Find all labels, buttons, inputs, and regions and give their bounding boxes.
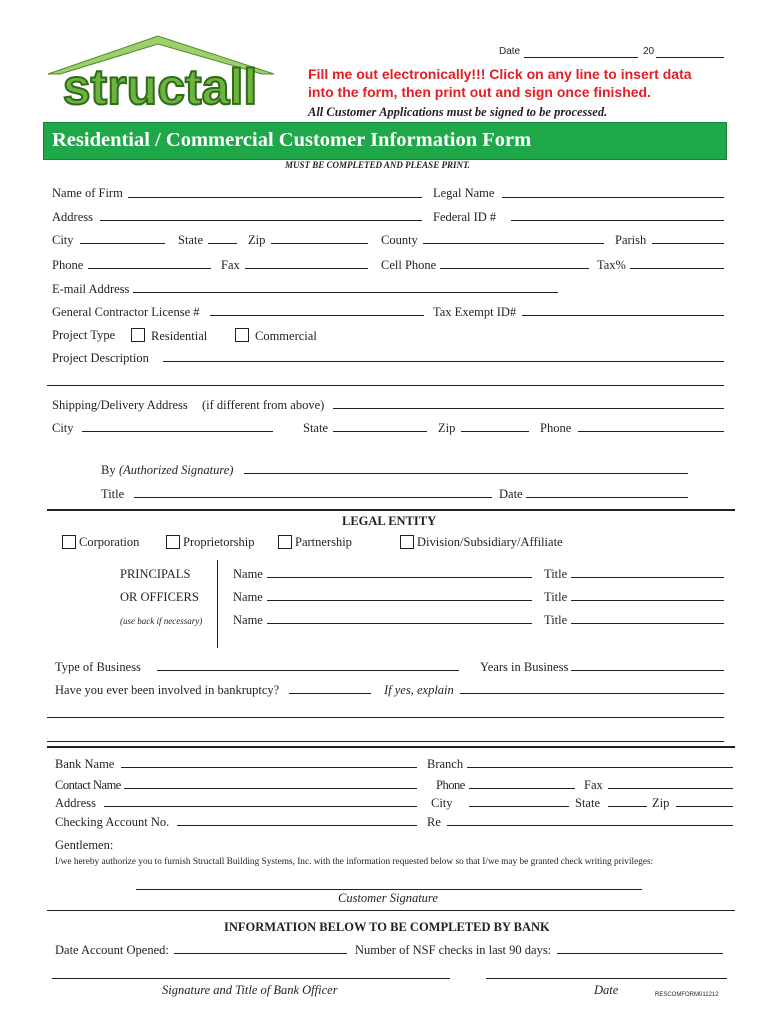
tax-exempt-label: Tax Exempt ID# <box>433 305 517 319</box>
division-checkbox[interactable] <box>400 535 414 549</box>
partnership-label: Partnership <box>295 535 352 549</box>
proprietorship-label: Proprietorship <box>183 535 255 549</box>
bankruptcy-explain-field-3[interactable] <box>47 741 724 742</box>
cell-phone-label: Cell Phone <box>381 258 437 272</box>
legal-entity-heading: LEGAL ENTITY <box>342 514 437 528</box>
shipping-phone-label: Phone <box>540 421 572 435</box>
division-label: Division/Subsidiary/Affiliate <box>417 535 563 549</box>
re-field[interactable] <box>447 825 733 826</box>
header-date-field[interactable] <box>524 57 638 58</box>
section-divider <box>47 509 735 511</box>
shipping-address-field[interactable] <box>333 408 724 409</box>
project-description-label: Project Description <box>52 351 149 365</box>
shipping-zip-label: Zip <box>438 421 456 435</box>
phone-field[interactable] <box>88 268 211 269</box>
state-label: State <box>178 233 203 247</box>
year-prefix: 20 <box>643 46 655 57</box>
county-label: County <box>381 233 418 247</box>
name-of-firm-field[interactable] <box>128 197 422 198</box>
contact-name-field[interactable] <box>124 788 417 789</box>
fax-label: Fax <box>221 258 240 272</box>
bank-name-field[interactable] <box>121 767 417 768</box>
project-description-field[interactable] <box>163 361 724 362</box>
shipping-phone-field[interactable] <box>578 431 724 432</box>
authorized-signature-field[interactable] <box>244 473 688 474</box>
zip-label: Zip <box>248 233 266 247</box>
signed-notice: All Customer Applications must be signed to be processed. <box>308 105 608 119</box>
nsf-label: Number of NSF checks in last 90 days: <box>355 943 552 957</box>
tax-exempt-field[interactable] <box>522 315 724 316</box>
years-in-business-label: Years in Business <box>480 660 569 674</box>
title-banner <box>43 122 727 160</box>
principal-2-title-label: Title <box>544 590 568 604</box>
signer-title-label: Title <box>101 487 125 501</box>
bank-name-label: Bank Name <box>55 757 115 771</box>
business-type-label: Type of Business <box>55 660 141 674</box>
tax-percent-field[interactable] <box>630 268 724 269</box>
principal-2-name-field[interactable] <box>267 600 532 601</box>
bank-state-label: State <box>575 796 600 810</box>
gc-license-label: General Contractor License # <box>52 305 200 319</box>
state-field[interactable] <box>208 243 237 244</box>
if-yes-label: If yes, explain <box>384 683 454 697</box>
principal-2-title-field[interactable] <box>571 600 724 601</box>
gc-license-field[interactable] <box>210 315 424 316</box>
city-field[interactable] <box>80 243 165 244</box>
phone-label: Phone <box>52 258 84 272</box>
authorize-text: I/we hereby authorize you to furnish Structall Building Systems, Inc. with the information requested below so that I/we may be granted check writing privileges: <box>55 857 654 867</box>
principal-1-title-label: Title <box>544 567 568 581</box>
bank-fax-label: Fax <box>584 778 603 792</box>
bank-phone-field[interactable] <box>469 788 575 789</box>
principals-divider <box>217 560 218 648</box>
notice-line-1: Fill me out electronically!!! Click on any line to insert data <box>308 66 692 82</box>
years-in-business-field[interactable] <box>571 670 724 671</box>
shipping-state-label: State <box>303 421 328 435</box>
principal-3-title-field[interactable] <box>571 623 724 624</box>
shipping-zip-field[interactable] <box>461 431 529 432</box>
bank-city-field[interactable] <box>469 806 569 807</box>
section-divider-2 <box>47 746 735 748</box>
legal-name-label: Legal Name <box>433 186 495 200</box>
form-code: RESCOMFORM011212 <box>655 992 719 998</box>
principals-label: PRINCIPALS <box>120 567 191 581</box>
parish-label: Parish <box>615 233 647 247</box>
logo <box>40 30 280 115</box>
principal-3-title-label: Title <box>544 613 568 627</box>
bankruptcy-explain-field[interactable] <box>460 693 724 694</box>
principal-3-name-field[interactable] <box>267 623 532 624</box>
zip-field[interactable] <box>271 243 368 244</box>
residential-label: Residential <box>151 329 208 343</box>
bankruptcy-explain-field-2[interactable] <box>47 717 724 718</box>
checking-label: Checking Account No. <box>55 815 170 829</box>
tax-percent-label: Tax% <box>597 258 626 272</box>
principal-2-name-label: Name <box>233 590 263 604</box>
principal-1-name-label: Name <box>233 567 263 581</box>
proprietorship-checkbox[interactable] <box>166 535 180 549</box>
contact-name-label: Contact Name <box>55 778 121 792</box>
parish-field[interactable] <box>652 243 724 244</box>
or-officers-label: OR OFFICERS <box>120 590 199 604</box>
customer-signature-label: Customer Signature <box>338 891 438 905</box>
officer-date-field[interactable] <box>486 978 727 979</box>
name-of-firm-label: Name of Firm <box>52 186 123 200</box>
business-type-field[interactable] <box>157 670 459 671</box>
date-opened-field[interactable] <box>174 953 347 954</box>
bank-fax-field[interactable] <box>608 788 733 789</box>
header-year-field[interactable] <box>656 57 724 58</box>
logo-roof-icon <box>40 30 280 115</box>
bank-zip-label: Zip <box>652 796 670 810</box>
bank-zip-field[interactable] <box>676 806 733 807</box>
logo-text: structall <box>62 59 258 115</box>
bank-address-label: Address <box>55 796 96 810</box>
county-field[interactable] <box>423 243 604 244</box>
shipping-city-label: City <box>52 421 74 435</box>
by-label: By <box>101 463 116 477</box>
federal-id-field[interactable] <box>511 220 724 221</box>
principal-3-name-label: Name <box>233 613 263 627</box>
bank-address-field[interactable] <box>104 806 417 807</box>
email-label: E-mail Address <box>52 282 130 296</box>
principal-1-title-field[interactable] <box>571 577 724 578</box>
officer-signature-label: Signature and Title of Bank Officer <box>162 983 338 997</box>
notice-line-2: into the form, then print out and sign once finished. <box>308 84 651 100</box>
checking-field[interactable] <box>177 825 417 826</box>
corporation-label: Corporation <box>79 535 140 549</box>
authorized-signature-label: (Authorized Signature) <box>119 463 234 477</box>
shipping-city-field[interactable] <box>82 431 273 432</box>
date-label: Date <box>499 46 521 57</box>
city-label: City <box>52 233 74 247</box>
branch-label: Branch <box>427 757 464 771</box>
nsf-field[interactable] <box>557 953 723 954</box>
officer-signature-field[interactable] <box>52 978 450 979</box>
date-opened-label: Date Account Opened: <box>55 943 169 957</box>
bankruptcy-label: Have you ever been involved in bankruptcy? <box>55 683 280 697</box>
shipping-state-field[interactable] <box>333 431 427 432</box>
bankruptcy-field[interactable] <box>289 693 371 694</box>
bank-state-field[interactable] <box>608 806 647 807</box>
project-description-field-2[interactable] <box>47 385 724 386</box>
residential-checkbox[interactable] <box>131 328 145 342</box>
customer-signature-field[interactable] <box>136 889 642 890</box>
signer-title-field[interactable] <box>134 497 492 498</box>
shipping-label: Shipping/Delivery Address <box>52 398 188 412</box>
signer-date-field[interactable] <box>526 497 688 498</box>
form-subtitle: MUST BE COMPLETED AND PLEASE PRINT. <box>285 160 470 170</box>
commercial-label: Commercial <box>255 329 317 343</box>
bank-phone-label: Phone <box>436 778 465 792</box>
project-type-label: Project Type <box>52 328 116 342</box>
email-field[interactable] <box>133 292 558 293</box>
federal-id-label: Federal ID # <box>433 210 497 224</box>
officer-date-label: Date <box>594 983 619 997</box>
legal-name-field[interactable] <box>502 197 724 198</box>
use-back-note: (use back if necessary) <box>120 616 203 626</box>
bank-section-heading: INFORMATION BELOW TO BE COMPLETED BY BANK <box>224 920 550 934</box>
address-field[interactable] <box>100 220 422 221</box>
signer-date-label: Date <box>499 487 523 501</box>
commercial-checkbox[interactable] <box>235 328 249 342</box>
cell-phone-field[interactable] <box>440 268 589 269</box>
fax-field[interactable] <box>245 268 368 269</box>
form-title: Residential / Commercial Customer Information Form <box>52 129 532 151</box>
principal-1-name-field[interactable] <box>267 577 532 578</box>
branch-field[interactable] <box>467 767 733 768</box>
shipping-note: (if different from above) <box>202 398 325 412</box>
partnership-checkbox[interactable] <box>278 535 292 549</box>
gentlemen-label: Gentlemen: <box>55 838 114 852</box>
address-label: Address <box>52 210 93 224</box>
section-divider-3 <box>47 910 735 911</box>
re-label: Re <box>427 815 441 829</box>
corporation-checkbox[interactable] <box>62 535 76 549</box>
bank-city-label: City <box>431 796 453 810</box>
